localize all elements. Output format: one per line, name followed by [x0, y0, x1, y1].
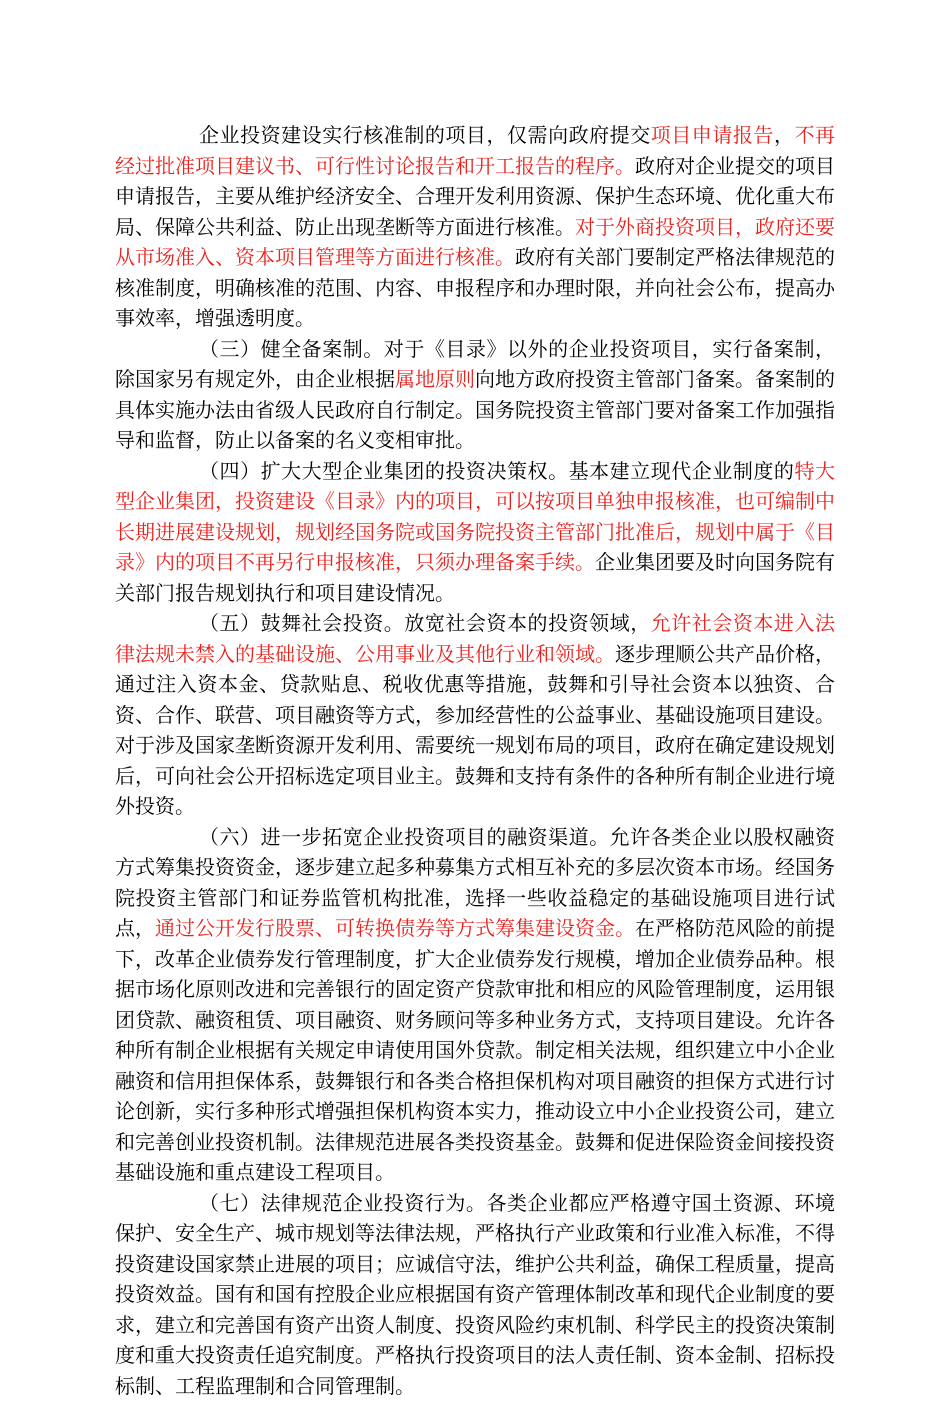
highlighted-text: 属地原则	[395, 367, 475, 391]
text-segment: （四）扩大大型企业集团的投资决策权。基本建立现代企业制度的	[199, 459, 794, 483]
text-segment: 政府有关部门要制定严格法律规范的核准制度，明确核准的范围、内容、申报程序和办理时限，并向社会公布，提高办事效率，增强透明度。	[115, 245, 835, 330]
text-segment: （五）鼓舞社会投资。放宽社会资本的投资领域，	[199, 611, 651, 635]
highlighted-text: 特大型企业集团，投资建设《目录》内的项目，可以按项目单独申报核准，也可编制中长期进展建设规划，规划经国务院或国务院投资主管部门批准后，规划中属于《目录》内的项目不再另行申报核准，只须办理备案手续。	[115, 459, 835, 575]
highlighted-text: 通过公开发行股票、可转换债券等方式筹集建设资金。	[155, 916, 635, 940]
text-segment: 企业投资建设实行核准制的项目，仅需向政府提交	[199, 123, 651, 147]
text-segment: 向地方政府投资主管部门备案。备案制的具体实施办法由省级人民政府自行制定。国务院投资主管部门要对备案工作加强指导和监督，防止以备案的名义变相审批。	[115, 367, 835, 452]
paragraph-financing-channels	[115, 822, 835, 1188]
paragraph-social-investment	[115, 608, 835, 822]
text-segment: 政府对企业提交的项目申请报告，主要从维护经济安全、合理开发利用资源、保护生态环境、优化重大布局、保障公共利益、防止出现垄断等方面进行核准。	[115, 154, 835, 239]
paragraph-enterprise-groups	[115, 456, 835, 609]
highlighted-text: 对于外商投资项目，政府还要从市场准入、资本项目管理等方面进行核准。	[115, 215, 835, 270]
highlighted-text: 允许社会资本进入法律法规未禁入的基础设施、公用事业及其他行业和领域。	[115, 611, 835, 666]
text-segment: （三）健全备案制。对于《目录》以外的企业投资项目，实行备案制，除国家另有规定外，由企业根据	[115, 337, 835, 392]
paragraph-filing-system	[115, 334, 835, 456]
highlighted-text: 不再经过批准项目建议书、可行性讨论报告和开工报告的程序。	[115, 123, 835, 178]
paragraph-investment-behavior	[115, 1188, 835, 1401]
text-segment: （六）进一步拓宽企业投资项目的融资渠道。允许各类企业以股权融资方式筹集投资资金，逐步建立起多种募集方式相互补充的多层次资本市场。经国务院投资主管部门和证券监管机构批准，选择一些收益稳定的基础设施项目进行试点，	[115, 825, 835, 941]
text-segment: 企业集团要及时向国务院有关部门报告规划执行和项目建设情况。	[115, 550, 835, 605]
document-body	[115, 120, 835, 1401]
text-segment: （七）法律规范企业投资行为。各类企业都应严格遵守国土资源、环境保护、安全生产、城市规划等法律法规，严格执行产业政策和行业准入标准，不得投资建设国家禁止进展的项目；应诚信守法，维护公共利益，确保工程质量，提高投资效益。国有和国有控股企业应根据国有资产管理体制改革和现代企业制度的要求，建立和完善国有资产出资人制度、投资风险约束机制、科学民主的投资决策制度和重大投资责任追究制度。严格执行投资项目的法人责任制、资本金制、招标投标制、工程监理制和合同管理制。	[115, 1191, 835, 1398]
paragraph-approval-system	[115, 120, 835, 334]
highlighted-text: 项目申请报告	[651, 123, 774, 147]
text-segment: ，	[774, 123, 795, 147]
text-segment: 逐步理顺公共产品价格，通过注入资本金、贷款贴息、税收优惠等措施，鼓舞和引导社会资本以独资、合资、合作、联营、项目融资等方式，参加经营性的公益事业、基础设施项目建设。对于涉及国家垄断资源开发利用、需要统一规划布局的项目，政府在确定建设规划后，可向社会公开招标选定项目业主。鼓舞和支持有条件的各种所有制企业进行境外投资。	[115, 642, 835, 819]
text-segment: 在严格防范风险的前提下，改革企业债券发行管理制度，扩大企业债券发行规模，增加企业债券品种。根据市场化原则改进和完善银行的固定资产贷款审批和相应的风险管理制度，运用银团贷款、融资租赁、项目融资、财务顾问等多种业务方式，支持项目建设。允许各种所有制企业根据有关规定申请使用国外贷款。制定相关法规，组织建立中小企业融资和信用担保体系，鼓舞银行和各类合格担保机构对项目融资的担保方式进行讨论创新，实行多种形式增强担保机构资本实力，推动设立中小企业投资公司，建立和完善创业投资机制。法律规范进展各类投资基金。鼓舞和促进保险资金间接投资基础设施和重点建设工程项目。	[115, 916, 835, 1184]
